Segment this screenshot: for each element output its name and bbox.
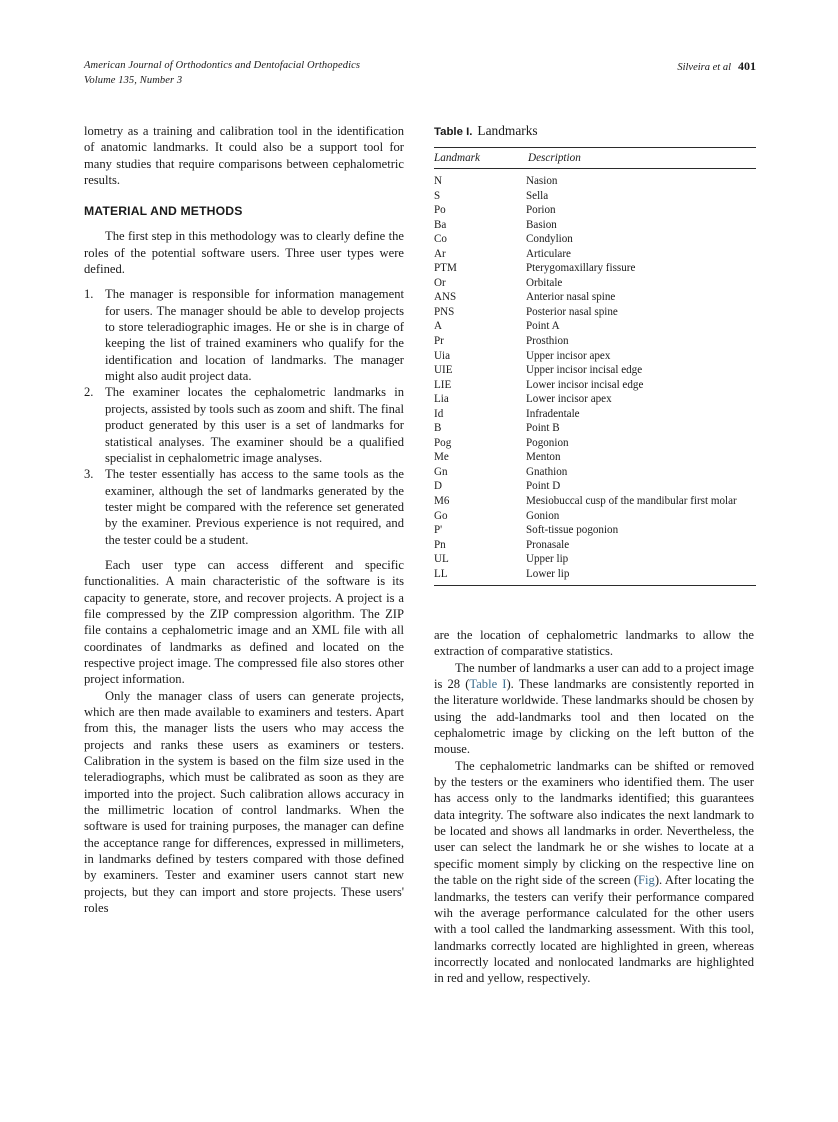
list-item-number: 2. — [84, 385, 94, 400]
table-row — [434, 290, 756, 305]
cell-description: Gnathion — [526, 465, 568, 478]
cell-landmark: LIE — [434, 378, 452, 391]
cell-description: Pronasale — [526, 538, 570, 551]
running-head-authors: Silveira et al — [677, 62, 731, 73]
cell-landmark: Ba — [434, 218, 447, 231]
spacer — [84, 219, 404, 228]
table-row — [434, 450, 756, 465]
right-column — [434, 627, 754, 987]
table-bottom-rule — [434, 581, 756, 586]
landmarks-table — [434, 147, 756, 586]
cell-description: Gonion — [526, 509, 560, 522]
user-types-list — [84, 286, 404, 548]
journal-title-line: American Journal of Orthodontics and Dentofacial Orthopedics — [84, 60, 361, 71]
cell-description: Menton — [526, 451, 561, 464]
cell-landmark: D — [434, 480, 443, 493]
table-row — [434, 436, 756, 451]
list-item — [84, 466, 404, 548]
table-row — [434, 494, 756, 509]
running-head-journal — [84, 59, 360, 88]
list-item-text: The manager is responsible for information management for users. The manager should be able to develop projects to store teleradiographic images. He or she is in charge of keeping the list of trained examiners who qualify for the identification and location of landmarks. The manager might also audit project data. — [105, 287, 404, 384]
table-caption — [434, 123, 756, 140]
cell-landmark: Pr — [434, 335, 444, 348]
cell-description: Articulare — [526, 247, 571, 260]
cell-description: Prosthion — [526, 335, 569, 348]
table-row — [434, 465, 756, 480]
table-row — [434, 392, 756, 407]
spacer — [84, 188, 404, 203]
cell-landmark: Me — [434, 451, 449, 464]
cell-description: Upper lip — [526, 553, 569, 566]
cell-landmark: Co — [434, 233, 447, 246]
journal-volume-line: Volume 135, Number 3 — [84, 74, 183, 86]
paragraph-first-step: The first step in this methodology was to clearly define the roles of the potential software users. Three user types were defined. — [84, 229, 404, 277]
cell-description: Point A — [526, 320, 560, 333]
table-landmarks-container — [434, 123, 756, 586]
cell-landmark: ANS — [434, 291, 457, 304]
cell-description: Point D — [526, 480, 561, 493]
cell-description: Upper incisor apex — [526, 349, 611, 362]
table-row — [434, 349, 756, 364]
table-row — [434, 334, 756, 349]
spacer — [84, 548, 404, 557]
cell-landmark: Pog — [434, 436, 452, 449]
cell-landmark: Uia — [434, 349, 451, 362]
cell-description: Orbitale — [526, 276, 563, 289]
table-row — [434, 523, 756, 538]
cell-landmark: Or — [434, 276, 446, 289]
table-row — [434, 407, 756, 422]
cell-description: Anterior nasal spine — [526, 291, 616, 304]
table-row — [434, 378, 756, 393]
list-item-text: The examiner locates the cephalometric landmarks in projects, assisted by tools such as zoom and shift. The final product generated by this user is a set of landmarks for statistical analyses. The examiner should be a qualified specialist in cephalometric image analyses. — [105, 385, 404, 465]
table-body — [434, 169, 756, 586]
cell-description: Porion — [526, 204, 556, 217]
cell-landmark: Pn — [434, 538, 446, 551]
column-header-landmark: Landmark — [434, 148, 526, 169]
table-row — [434, 509, 756, 524]
cell-description: Basion — [526, 218, 557, 231]
xref-table-i[interactable]: Table I — [469, 677, 507, 692]
list-item-text: The tester essentially has access to the same tools as the examiner, although the set of landmarks generated by the tester might be compared with the reference set generated by the examiner. Previous experience is not required, and the tester could be a student. — [105, 467, 404, 547]
table-title: Landmarks — [477, 123, 538, 138]
table-row — [434, 305, 756, 320]
paragraph-functionalities: Each user type can access different and specific functionalities. A main characteristic of the software is its capacity to generate, store, and recover projects. A project is a file compressed by the ZIP compression algorithm. The ZIP file contains a cephalometric image and an XML file with all coordinates of landmarks as defined and located on the respective project image. The compressed file also stores other project information. — [84, 557, 404, 687]
list-item — [84, 286, 404, 384]
cell-landmark: Go — [434, 509, 448, 522]
cell-landmark: Lia — [434, 393, 449, 406]
paragraph-number-of-landmarks — [434, 660, 754, 758]
cell-description: Lower incisor incisal edge — [526, 378, 644, 391]
cell-landmark: UIE — [434, 364, 453, 377]
list-item-number: 1. — [84, 287, 94, 302]
table-row — [434, 552, 756, 567]
cell-landmark: Gn — [434, 465, 448, 478]
table-row — [434, 189, 756, 204]
table-row — [434, 363, 756, 378]
paragraph-landmarks-shifted — [434, 758, 754, 987]
table-row — [434, 261, 756, 276]
cell-landmark: B — [434, 422, 442, 435]
cell-description: Condylion — [526, 233, 573, 246]
cell-description: Soft-tissue pogonion — [526, 524, 619, 537]
paragraph-shift-part2: ). After locating the landmarks, the testers can verify their performance compared wih the average performance calculated for the other users with a tool called the landmarking assessment. With this tool, landmarks correctly located are highlighted in green, whereas incorrectly located and nonlocated landmarks are highlighted in red and yellow, respectively. — [434, 873, 754, 986]
paragraph-number-part2: ). These landmarks are consistently reported in the literature worldwide. These landmarks should be chosen by using the add-landmarks tool and then located on the cephalometric image by clicking on the left button of the mouse. — [434, 677, 755, 757]
cell-description: Sella — [526, 189, 549, 202]
table-row — [434, 538, 756, 553]
cell-description: Pogonion — [526, 436, 569, 449]
table-label: Table I. — [434, 126, 473, 138]
table-head — [434, 148, 756, 169]
cell-landmark: PTM — [434, 262, 457, 275]
paragraph-number-part1: The number of landmarks a user can add to a project image is 28 ( — [434, 660, 754, 692]
paragraph-continued-intro: lometry as a training and calibration tool in the identification of anatomic landmarks. It could also be a support tool for many studies that require comparisons between cephalometric results. — [84, 124, 404, 188]
cell-landmark: M6 — [434, 495, 450, 508]
paragraph-manager-class: Only the manager class of users can generate projects, which are then made available to examiners and testers. Apart from this, the manager lists the users who may access the projects and ranks these users as examiners or testers. Calibration in the system is based on the film size used in the teleradiographs, which must be calibrated as soon as they are imported into the project. Such calibration allows accuracy in the millimetric location of control landmarks. When the software is used for training purposes, the manager can define the acceptance range for differences, expressed in millimeters, in landmarks defined by testers compared with those defined by examiners. Tester and examiner users cannot start new projects, but they can import and store projects. These users' roles — [84, 688, 404, 916]
table-header-row — [434, 148, 756, 169]
cell-landmark: Ar — [434, 247, 446, 260]
cell-description: Pterygomaxillary fissure — [526, 262, 636, 275]
table-row — [434, 421, 756, 436]
cell-landmark: PNS — [434, 305, 455, 318]
table-row — [434, 169, 756, 189]
page-number: 401 — [738, 59, 756, 73]
cell-landmark: Id — [434, 407, 444, 420]
cell-description: Point B — [526, 422, 560, 435]
left-column — [84, 123, 404, 916]
cell-landmark: N — [434, 175, 443, 187]
spacer — [84, 277, 404, 286]
cell-description: Nasion — [526, 175, 558, 187]
table-row — [434, 218, 756, 233]
cell-landmark: A — [434, 320, 443, 333]
cell-description: Lower lip — [526, 567, 570, 580]
paragraph-continued-location: are the location of cephalometric landmarks to allow the extraction of comparative statistics. — [434, 628, 754, 659]
table-row — [434, 319, 756, 334]
table-row — [434, 232, 756, 247]
column-header-description: Description — [526, 148, 756, 169]
list-item-number: 3. — [84, 467, 94, 482]
table-row — [434, 247, 756, 262]
cell-description: Posterior nasal spine — [526, 305, 618, 318]
cell-landmark: Po — [434, 204, 446, 217]
cell-landmark: UL — [434, 553, 449, 566]
table-row — [434, 276, 756, 291]
cell-landmark: LL — [434, 567, 448, 580]
running-head-authors-page — [677, 59, 756, 76]
cell-description: Infradentale — [526, 407, 580, 420]
running-head — [84, 59, 756, 93]
cell-description: Mesiobuccal cusp of the mandibular first molar — [526, 495, 737, 508]
cell-description: Lower incisor apex — [526, 393, 612, 406]
cell-landmark: S — [434, 189, 441, 202]
paragraph-shift-part1: The cephalometric landmarks can be shifted or removed by the testers or the examiners who identified them. The user has access only to the landmarks identified; this guarantees data integrity. The software also indicates the next landmark to be located and shows all landmarks in order. Nevertheless, the user can select the landmark he or she wishes to locate at a specific moment simply by clicking on the respective line on the table on the right side of the screen ( — [434, 758, 754, 888]
cell-description: Upper incisor incisal edge — [526, 364, 643, 377]
section-heading-material-and-methods: MATERIAL AND METHODS — [84, 204, 243, 219]
cell-landmark: P' — [434, 524, 443, 537]
list-item — [84, 384, 404, 466]
table-row — [434, 479, 756, 494]
table-row — [434, 203, 756, 218]
xref-fig[interactable]: Fig — [638, 873, 655, 888]
table-row — [434, 567, 756, 582]
